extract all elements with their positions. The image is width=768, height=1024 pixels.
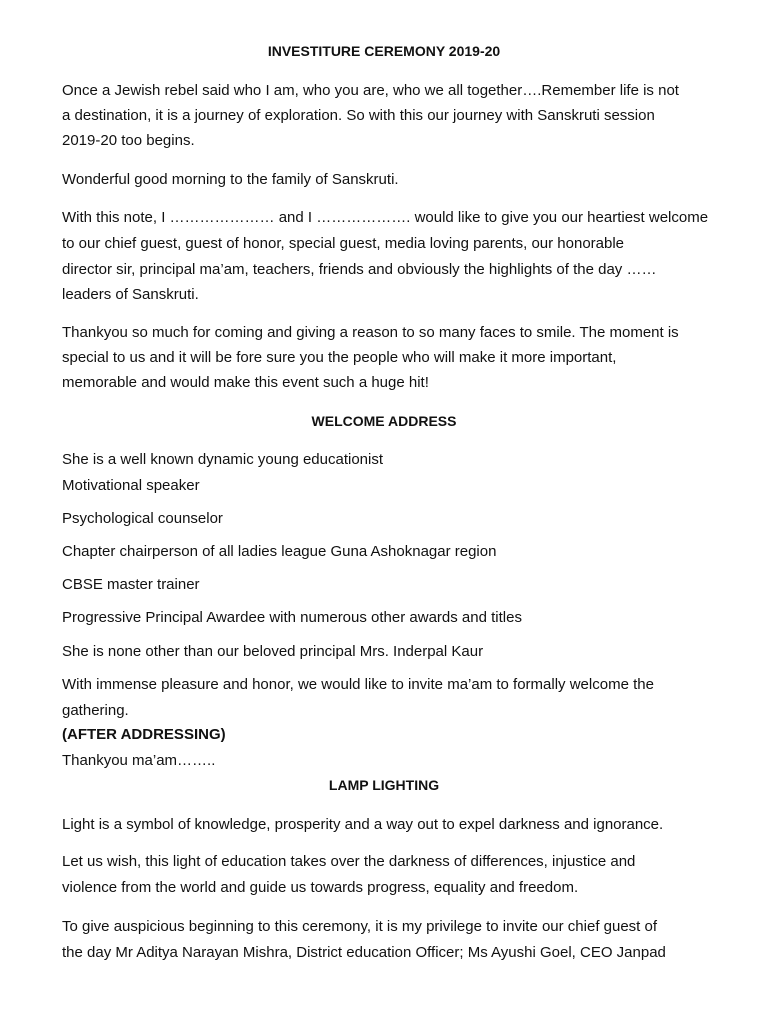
document-title: INVESTITURE CEREMONY 2019-20: [267, 43, 501, 59]
greeting-line: Wonderful good morning to the family of Sanskruti.: [62, 171, 399, 188]
lamp-wish-line-2: violence from the world and guide us towards progress, equality and freedom.: [62, 879, 579, 896]
welcome-address-line-1: She is a well known dynamic young educationist: [62, 451, 384, 468]
welcome-address-line-4: Chapter chairperson of all ladies league Guna Ashoknagar region: [62, 543, 497, 560]
invite-line-2: gathering.: [62, 702, 129, 719]
lamp-lighting-heading: LAMP LIGHTING: [328, 777, 440, 793]
lamp-wish-line-1: Let us wish, this light of education takes over the darkness of differences, injustice and: [62, 853, 636, 870]
lamp-invite-line-2: the day Mr Aditya Narayan Mishra, District education Officer; Ms Ayushi Goel, CEO Janpad: [62, 944, 666, 961]
thanks-line-1: Thankyou so much for coming and giving a reason to so many faces to smile. The moment is: [62, 324, 679, 341]
lamp-invite-line-1: To give auspicious beginning to this ceremony, it is my privilege to invite our chief guest of: [62, 918, 658, 935]
welcome-note-line-1: With this note, I ………………… and I ………………. would like to give you our heartiest welcome: [62, 209, 709, 226]
welcome-note-line-2: to our chief guest, guest of honor, special guest, media loving parents, our honorable: [62, 235, 625, 252]
welcome-address-line-5: CBSE master trainer: [62, 576, 200, 593]
invite-line-1: With immense pleasure and honor, we would like to invite ma’am to formally welcome the: [62, 676, 654, 693]
welcome-address-line-6: Progressive Principal Awardee with numerous other awards and titles: [62, 609, 522, 626]
thankyou-line: Thankyou ma’am……..: [62, 752, 216, 769]
lamp-symbol-line: Light is a symbol of knowledge, prosperity and a way out to expel darkness and ignorance.: [62, 816, 664, 833]
after-addressing-note: (AFTER ADDRESSING): [62, 726, 226, 743]
intro-line-2: a destination, it is a journey of exploration. So with this our journey with Sanskruti session: [62, 107, 655, 124]
intro-line-3: 2019-20 too begins.: [62, 132, 195, 149]
intro-line-1: Once a Jewish rebel said who I am, who you are, who we all together….Remember life is not: [62, 82, 679, 99]
welcome-address-heading: WELCOME ADDRESS: [311, 413, 457, 429]
welcome-note-line-3: director sir, principal ma’am, teachers, friends and obviously the highlights of the day ……: [62, 261, 657, 278]
welcome-address-line-3: Psychological counselor: [62, 510, 223, 527]
welcome-address-line-7: She is none other than our beloved principal Mrs. Inderpal Kaur: [62, 643, 484, 660]
thanks-line-2: special to us and it will be fore sure you the people who will make it more important,: [62, 349, 617, 366]
welcome-address-line-2: Motivational speaker: [62, 477, 200, 494]
welcome-note-line-4: leaders of Sanskruti.: [62, 286, 199, 303]
thanks-line-3: memorable and would make this event such a huge hit!: [62, 374, 429, 391]
